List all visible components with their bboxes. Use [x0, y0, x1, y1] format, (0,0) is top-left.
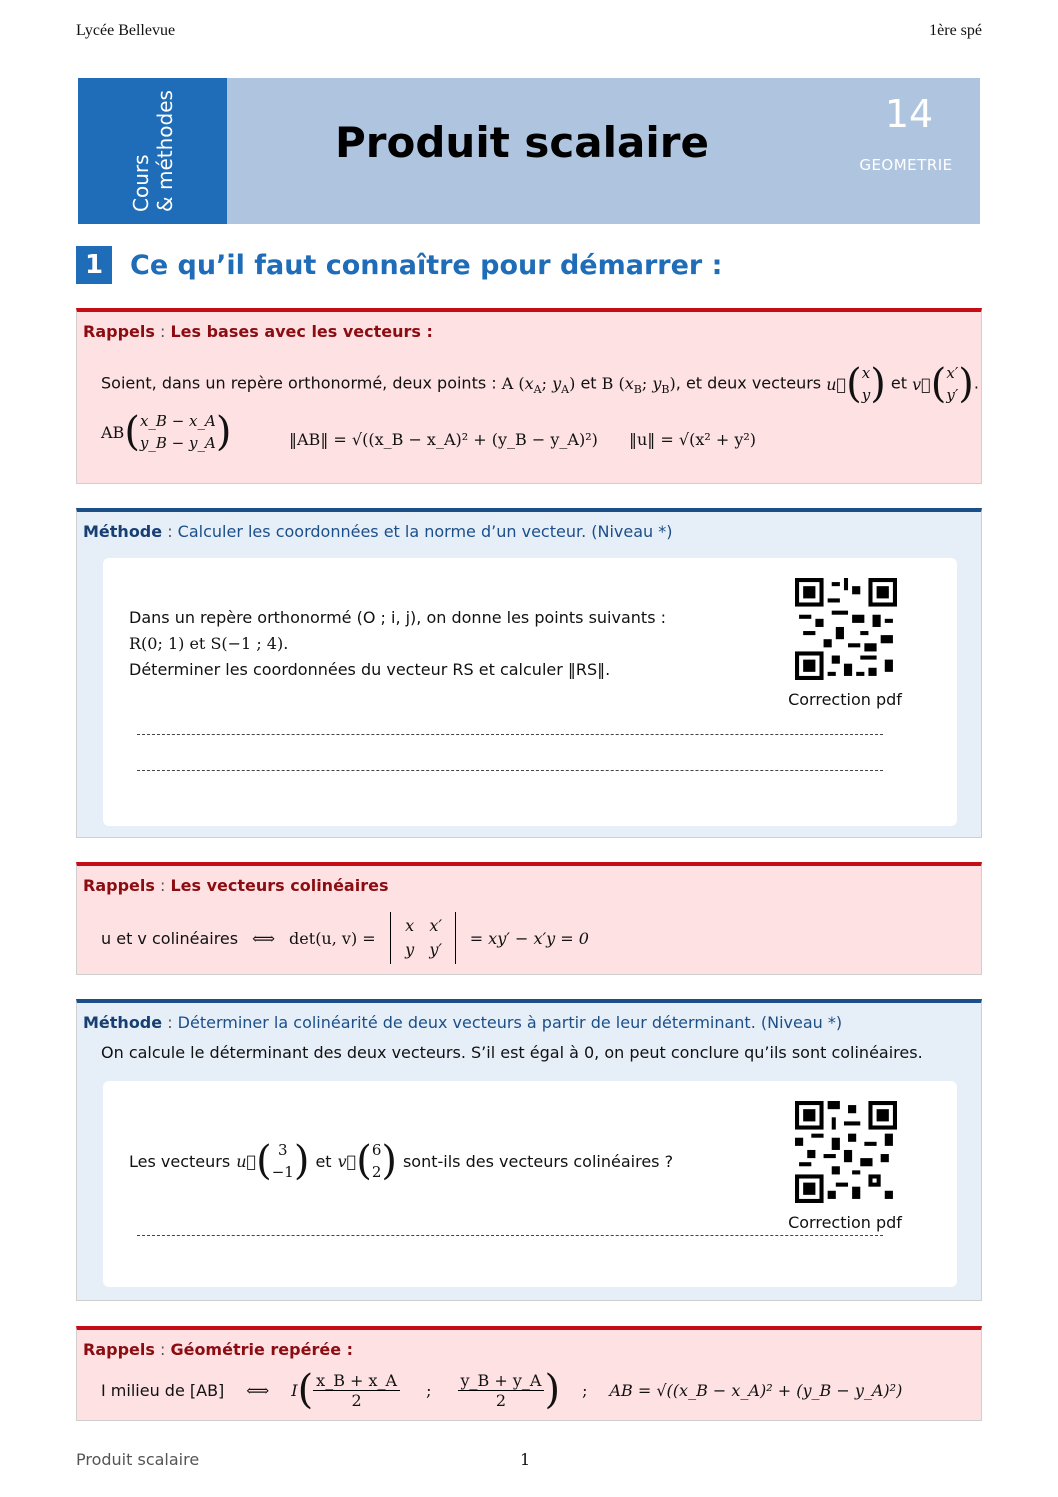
tag-line-2: & méthodes	[152, 90, 177, 212]
tag-line-1: Cours	[128, 154, 153, 212]
formula-norm-ab: ‖AB‖ = √((x_B − x_A)² + (y_B − y_A)²)	[289, 430, 598, 449]
answer-line[interactable]	[137, 734, 883, 735]
box-keyword: Méthode	[83, 1013, 163, 1032]
rappel-box-collinear: Rappels : Les vecteurs colinéaires u et v colinéaires ⟺ det(u, v) = x x′ y y′ = xy′ − x′y = 0	[76, 862, 982, 975]
exercise-line-3: Déterminer les coordonnées du vecteur RS et calculer ‖RS‖.	[129, 660, 611, 679]
qr-caption[interactable]: Correction pdf	[788, 1213, 902, 1232]
banner-tag	[78, 78, 227, 224]
page-number: 1	[520, 1450, 531, 1469]
box-title: Déterminer la colinéarité de deux vecteurs à partir de leur déterminant. (Niveau *)	[177, 1013, 843, 1032]
qr-caption[interactable]: Correction pdf	[788, 690, 902, 709]
class-level: 1ère spé	[929, 22, 982, 39]
section-title: Ce qu’il faut connaître pour démarrer :	[130, 250, 723, 281]
footer-doc-title: Produit scalaire	[76, 1450, 200, 1469]
qr-code-icon[interactable]	[795, 578, 897, 680]
formula-vector-ab: AB ( x_B − x_A y_B − y_A )	[101, 409, 232, 455]
box-title: Les bases avec les vecteurs :	[170, 322, 433, 341]
exercise-area	[103, 1081, 957, 1287]
answer-line[interactable]	[137, 770, 883, 771]
school-name: Lycée Bellevue	[76, 22, 176, 39]
collinear-formula: u et v colinéaires ⟺ det(u, v) = x x′ y y′ = xy′ − x′y = 0	[101, 912, 589, 964]
exercise-area	[103, 558, 957, 826]
box-keyword: Rappels	[83, 876, 155, 895]
method-box-coordinates: Méthode : Calculer les coordonnées et la norme d’un vecteur. (Niveau *) Dans un repère orthonormé (O ; i, j), on donne les points suivants : R(0; 1) et S(−1 ; 4). Déterminer les coordonnées du vecteur RS et calculer ‖RS‖. Correction pdf	[76, 508, 982, 838]
box-keyword: Méthode	[83, 522, 163, 541]
exercise-question: Les vecteurs u⃗ ( 3 −1 ) et v⃗ ( 6 2 ) sont-ils des vecteurs colinéaires ?	[129, 1138, 674, 1184]
page-title: Produit scalaire	[335, 118, 709, 167]
box-title: Les vecteurs colinéaires	[170, 876, 389, 895]
answer-line[interactable]	[137, 1235, 883, 1236]
rappel-box-geometry: Rappels : Géométrie repérée : I milieu de [AB] ⟺ I ( x_B + x_A 2 ; y_B + y_A 2 ) ; AB = √((x_B − x_A)² + (y_B − y_A)²)	[76, 1326, 982, 1421]
box-title: Calculer les coordonnées et la norme d’un vecteur. (Niveau *)	[177, 522, 673, 541]
exercise-line-2: R(0; 1) et S(−1 ; 4).	[129, 634, 289, 653]
box-title: Géométrie repérée :	[170, 1340, 354, 1359]
box-keyword: Rappels	[83, 1340, 155, 1359]
method-box-collinearity: Méthode : Déterminer la colinéarité de deux vecteurs à partir de leur déterminant. (Niveau *) On calcule le déterminant des deux vecteurs. S’il est égal à 0, on peut conclure qu’ils sont colinéaires. Les vecteurs u⃗ ( 3 −1 ) et v⃗ ( 6 2 ) sont-ils des vecteurs colinéaires ? Correction pdf	[76, 999, 982, 1301]
chapter-number: 14	[884, 92, 934, 136]
box-keyword: Rappels	[83, 322, 155, 341]
rappel-box-vectors: Rappels : Les bases avec les vecteurs : Soient, dans un repère orthonormé, deux points : A ($x_A$; $y_A$) et B ($x_B$; $y_B$), et deux vecteurs u⃗ ( x y ) et v⃗ ( x′ y′ ) . AB ( x_B − x_A y_B − y_A ) ‖AB‖ = √((x_B − x_A)² + (y_B − y_A)²) ‖u‖ = √(x² + y²)	[76, 308, 982, 484]
chapter-domain: GEOMETRIE	[859, 156, 953, 174]
intro-line: Soient, dans un repère orthonormé, deux points : A ($x_A$; $y_A$) et B ($x_B$; $y_B$), et deux vecteurs u⃗ ( x y ) et v⃗ ( x′ y′ ) .	[101, 361, 979, 407]
method-explanation: On calcule le déterminant des deux vecteurs. S’il est égal à 0, on peut conclure qu’ils sont colinéaires.	[101, 1043, 923, 1062]
section-number: 1	[76, 246, 112, 284]
qr-code-icon[interactable]	[795, 1101, 897, 1203]
formula-norm-u: ‖u‖ = √(x² + y²)	[629, 430, 757, 449]
midpoint-formula: I milieu de [AB] ⟺ I ( x_B + x_A 2 ; y_B + y_A 2 ) ; AB = √((x_B − x_A)² + (y_B − y_A)²)	[101, 1367, 903, 1413]
exercise-line-1: Dans un repère orthonormé (O ; i, j), on donne les points suivants :	[129, 608, 666, 627]
